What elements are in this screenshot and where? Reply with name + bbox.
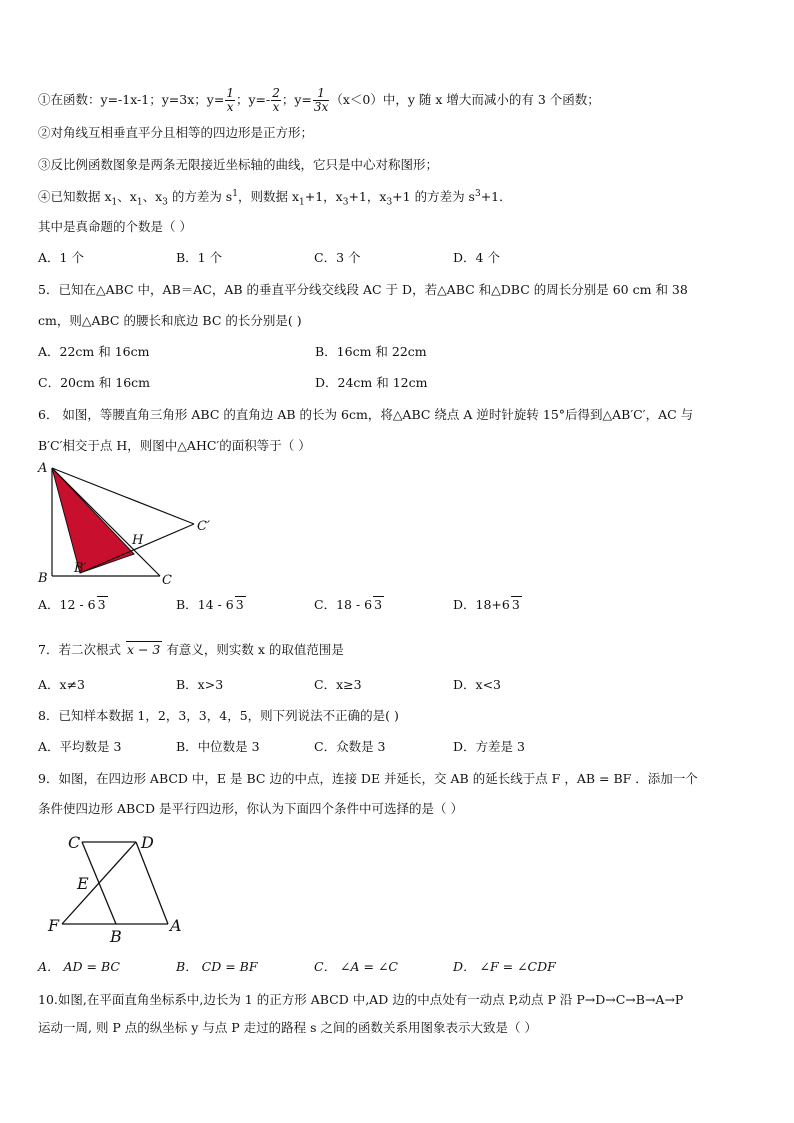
fig6-label-c: C: [162, 573, 172, 588]
item-1: ①在函数：y=-1x-1；y=3x；y= $\frac{1}{x}$ ；y=- $\frac{2}{x}$ ；y= $\frac{1}{3x}$ （x＜0）中，y 随 x 增大而减小的有 3 个函数；: [38, 86, 600, 114]
q8-option-a[interactable]: A．平均数是 3: [38, 739, 122, 754]
q9-figure: [44, 828, 194, 948]
q9-stem-line2: 条件使四边形 ABCD 是平行四边形，你认为下面四个条件中可选择的是（ ）: [38, 801, 463, 816]
q9-option-c[interactable]: C． ∠A = ∠C: [314, 959, 398, 974]
q7-stem: 7．若二次根式 x − 3 有意义，则实数 x 的取值范围是: [38, 642, 344, 657]
q4-option-c[interactable]: C．3 个: [314, 250, 361, 265]
q6-stem-line1: 6． 如图，等腰直角三角形 ABC 的直角边 AB 的长为 6cm，将△ABC 绕点 A 逆时针旋转 15°后得到△AB′C′，AC 与: [38, 407, 694, 422]
fig6-label-a: A: [38, 461, 48, 476]
fig9-label-b: B: [110, 927, 122, 946]
q6-figure: [36, 458, 226, 590]
q8-option-d[interactable]: D．方差是 3: [453, 739, 525, 754]
q8-option-c[interactable]: C．众数是 3: [314, 739, 386, 754]
item-4: ④已知数据 $x_1$、$x_1$、$x_3$ 的方差为 $s^1$，则数据 $x_1+1$，$x_3+1$，$x_3+1$ 的方差为 $s^3+1$．: [38, 188, 512, 208]
line-da: [136, 842, 168, 924]
q6-option-a[interactable]: A．12 - 6 3: [38, 597, 106, 612]
fig6-label-h: H: [132, 533, 144, 548]
fig9-label-d: D: [141, 833, 154, 852]
line-df: [62, 842, 136, 924]
fig9-label-a: A: [170, 916, 182, 935]
q5-option-b[interactable]: B．16cm 和 22cm: [315, 344, 427, 359]
q8-stem: 8．已知样本数据 1，2，3，3，4，5，则下列说法不正确的是( ): [38, 708, 399, 723]
fig9-label-f: F: [48, 916, 60, 935]
q7-option-c[interactable]: C．x≥3: [314, 677, 362, 692]
q6-stem-line2: B′C′相交于点 H，则图中△AHC′的面积等于（ ）: [38, 438, 311, 453]
q10-stem-line2: 运动一周, 则 P 点的纵坐标 y 与点 P 走过的路程 s 之间的函数关系用图象表示大致是（ ）: [38, 1020, 538, 1035]
fig9-label-c: C: [68, 833, 81, 852]
q5-option-a[interactable]: A．22cm 和 16cm: [38, 344, 150, 359]
q5-stem-line1: 5．已知在△ABC 中，AB＝AC，AB 的垂直平分线交线段 AC 于 D，若△ABC 和△DBC 的周长分别是 60 cm 和 38: [38, 282, 688, 297]
fig9-label-e: E: [77, 874, 89, 893]
fraction-1-over-3x: $\frac{1}{3x}$: [313, 86, 329, 114]
q6-option-c[interactable]: C．18 - 6 3: [314, 597, 383, 612]
q6-option-b[interactable]: B．14 - 6 3: [176, 597, 244, 612]
q5-option-d[interactable]: D．24cm 和 12cm: [315, 375, 428, 390]
q4-stem: 其中是真命题的个数是（ ）: [38, 219, 192, 234]
item-3: ③反比例函数图象是两条无限接近坐标轴的曲线，它只是中心对称图形；: [38, 157, 439, 172]
q7-option-d[interactable]: D．x<3: [453, 677, 501, 692]
q9-option-b[interactable]: B． CD = BF: [176, 959, 258, 974]
q5-stem-line2: cm，则△ABC 的腰长和底边 BC 的长分别是( ): [38, 313, 302, 328]
fraction-2-over-x: $\frac{2}{x}$: [272, 86, 280, 114]
q9-option-a[interactable]: A． AD = BC: [38, 959, 120, 974]
q4-option-d[interactable]: D．4 个: [453, 250, 500, 265]
item-1-marker: ①: [38, 92, 51, 107]
fraction-1-over-x: $\frac{1}{x}$: [226, 86, 234, 114]
q7-option-b[interactable]: B．x>3: [176, 677, 224, 692]
q7-option-a[interactable]: A．x≠3: [38, 677, 86, 692]
item-2: ②对角线互相垂直平分且相等的四边形是正方形；: [38, 125, 314, 140]
q9-stem-line1: 9．如图，在四边形 ABCD 中，E 是 BC 边的中点，连接 DE 并延长，交 AB 的延长线于点 F ，AB = BF ．添加一个: [38, 771, 698, 786]
q6-option-d[interactable]: D．18+6 3: [453, 597, 520, 612]
fig6-label-b-prime: B′: [74, 561, 87, 576]
fig6-label-c-prime: C′: [197, 519, 210, 534]
q4-option-b[interactable]: B．1 个: [176, 250, 223, 265]
q8-option-b[interactable]: B．中位数是 3: [176, 739, 260, 754]
q4-option-a[interactable]: A．1 个: [38, 250, 84, 265]
q9-option-d[interactable]: D． ∠F = ∠CDF: [453, 959, 556, 974]
fig6-label-b: B: [38, 571, 48, 586]
q7-radical: x − 3: [126, 642, 161, 657]
q5-option-c[interactable]: C．20cm 和 16cm: [38, 375, 151, 390]
q10-stem-line1: 10.如图,在平面直角坐标系中,边长为 1 的正方形 ABCD 中,AD 边的中点处有一动点 P,动点 P 沿 P→D→C→B→A→P: [38, 992, 684, 1007]
